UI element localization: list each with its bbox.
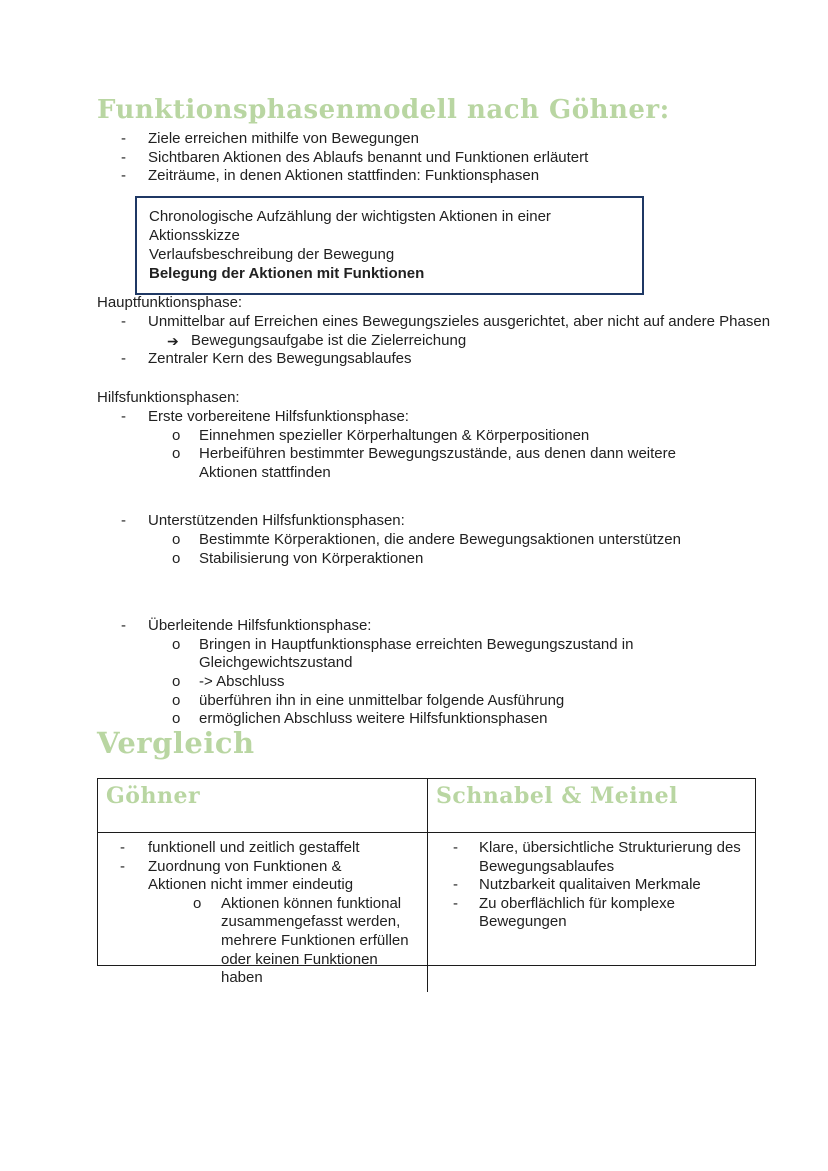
column-header-text: Schnabel & Meinel — [436, 783, 679, 809]
arrow-note — [121, 332, 771, 351]
sub-list-item-text: Bestimmte Körperaktionen, die andere Bewegungsaktionen unterstützen — [199, 530, 681, 548]
vergleich-heading-wrap — [97, 728, 255, 760]
list-item-text: Zentraler Kern des Bewegungsablaufes — [148, 350, 412, 368]
list-item — [120, 858, 419, 895]
dash-bullet: - — [121, 512, 126, 530]
table-header-row — [98, 779, 755, 833]
list-item-text: funktionell und zeitlich gestaffelt — [148, 839, 360, 856]
arrow-icon: ➔ — [167, 332, 179, 349]
dash-bullet: - — [121, 167, 126, 185]
summary-line: Chronologische Aufzählung der wichtigsten Aktionen in einer Aktionsskizze — [149, 208, 551, 244]
list-item-text: Nutzbarkeit qualitaiven Merkmale — [479, 876, 701, 894]
list-item-text: Sichtbaren Aktionen des Ablaufs benannt und Funktionen erläutert — [148, 148, 589, 166]
comparison-table — [97, 778, 756, 987]
sub-list-item — [121, 550, 749, 569]
dash-bullet: - — [453, 894, 458, 912]
dash-bullet: - — [121, 617, 126, 635]
list-item — [121, 313, 771, 332]
sub-list-item-text: Aktionen können funktional zusammengefasst werden, mehrere Funktionen erfüllen oder keinen Funktionen haben — [221, 894, 409, 987]
dash-bullet: - — [121, 408, 126, 425]
section-heading-hauptfunktionsphase: Hauptfunktionsphase: — [97, 294, 243, 311]
list-item-text: Zu oberflächlich für komplexe Bewegungen — [479, 894, 675, 931]
sub-list-item-text: Bringen in Hauptfunktionsphase erreichten Bewegungszustand in Gleichgewichtszustand — [199, 635, 634, 672]
section-heading-hilfsfunktionsphasen: Hilfsfunktionsphasen: — [97, 389, 240, 406]
spacer — [121, 482, 749, 512]
list-item — [121, 512, 749, 531]
summary-line: Verlaufsbeschreibung der Bewegung — [149, 246, 395, 263]
sub-list-item — [121, 636, 749, 673]
spacer — [121, 598, 749, 617]
sub-list-item — [121, 531, 749, 550]
sub-list-item-text: -> Abschluss — [199, 672, 285, 690]
list-item-text: Erste vorbereitene Hilfsfunktionsphase: — [148, 408, 409, 425]
document-page — [97, 96, 670, 125]
list-item — [453, 876, 751, 895]
page-title: Funktionsphasenmodell nach Göhner: — [97, 95, 670, 125]
sub-list-item-text: ermöglichen Abschluss weitere Hilfsfunktionsphasen — [199, 710, 548, 728]
circle-bullet: o — [172, 672, 181, 690]
sub-list-item — [120, 895, 419, 988]
dash-bullet: - — [453, 839, 458, 856]
list-item-text: Unmittelbar auf Erreichen eines Bewegungszieles ausgerichtet, aber nicht auf andere Phasen — [148, 313, 771, 330]
hilfsfunktionsphasen-list — [121, 408, 749, 729]
list-item — [121, 617, 749, 636]
list-item — [121, 149, 761, 168]
sub-list-item — [121, 673, 749, 692]
spacer — [121, 568, 749, 598]
list-item — [121, 408, 749, 427]
intro-bullet-list — [121, 130, 761, 186]
circle-bullet: o — [193, 894, 202, 912]
summary-line-bold: Belegung der Aktionen mit Funktionen — [149, 265, 425, 282]
sub-list-item-text: Herbeiführen bestimmter Bewegungszustände, aus denen dann weitere Aktionen stattfinden — [199, 445, 676, 481]
dash-bullet: - — [121, 313, 126, 330]
dash-bullet: - — [121, 350, 126, 368]
list-item — [121, 130, 761, 149]
circle-bullet: o — [172, 530, 181, 548]
sub-list-item — [121, 445, 749, 482]
arrow-note-text: Bewegungsaufgabe ist die Zielerreichung — [191, 331, 467, 349]
hauptfunktionsphase-list — [121, 313, 771, 369]
circle-bullet: o — [172, 710, 181, 728]
table-body-row — [98, 833, 755, 992]
circle-bullet: o — [172, 445, 181, 463]
sub-list-item — [121, 427, 749, 446]
list-item — [120, 839, 419, 858]
list-item — [453, 839, 751, 876]
dash-bullet: - — [120, 857, 125, 875]
sub-list-item-text: überführen ihn in eine unmittelbar folgende Ausführung — [199, 691, 565, 709]
circle-bullet: o — [172, 426, 181, 444]
circle-bullet: o — [172, 549, 181, 567]
sub-list-item-text: Einnehmen spezieller Körperhaltungen & Körperpositionen — [199, 426, 590, 444]
table-header-goehner — [98, 779, 428, 832]
list-item-text: Zuordnung von Funktionen & Aktionen nicht immer eindeutig — [148, 857, 354, 894]
list-item — [453, 895, 751, 932]
table-cell-goehner — [98, 833, 428, 992]
dash-bullet: - — [121, 148, 126, 166]
list-item-text: Überleitende Hilfsfunktionsphase: — [148, 617, 372, 635]
sub-list-item — [121, 692, 749, 711]
table-header-schnabel-meinel — [428, 779, 757, 832]
list-item — [121, 350, 771, 369]
circle-bullet: o — [172, 635, 181, 653]
list-item — [121, 167, 761, 186]
list-item-text: Zeiträume, in denen Aktionen stattfinden: Funktionsphasen — [148, 167, 540, 185]
dash-bullet: - — [121, 130, 126, 147]
sub-list-item-text: Stabilisierung von Körperaktionen — [199, 549, 424, 567]
table-cell-schnabel-meinel — [428, 833, 757, 992]
dash-bullet: - — [120, 839, 125, 856]
dash-bullet: - — [453, 876, 458, 894]
column-header-text: Göhner — [106, 783, 201, 809]
list-item-text: Ziele erreichen mithilfe von Bewegungen — [148, 130, 419, 147]
circle-bullet: o — [172, 691, 181, 709]
list-item-text: Klare, übersichtliche Strukturierung des Bewegungsablaufes — [479, 839, 741, 875]
section-title-vergleich: Vergleich — [97, 726, 255, 760]
summary-box — [135, 196, 644, 295]
list-item-text: Unterstützenden Hilfsfunktionsphasen: — [148, 512, 405, 530]
